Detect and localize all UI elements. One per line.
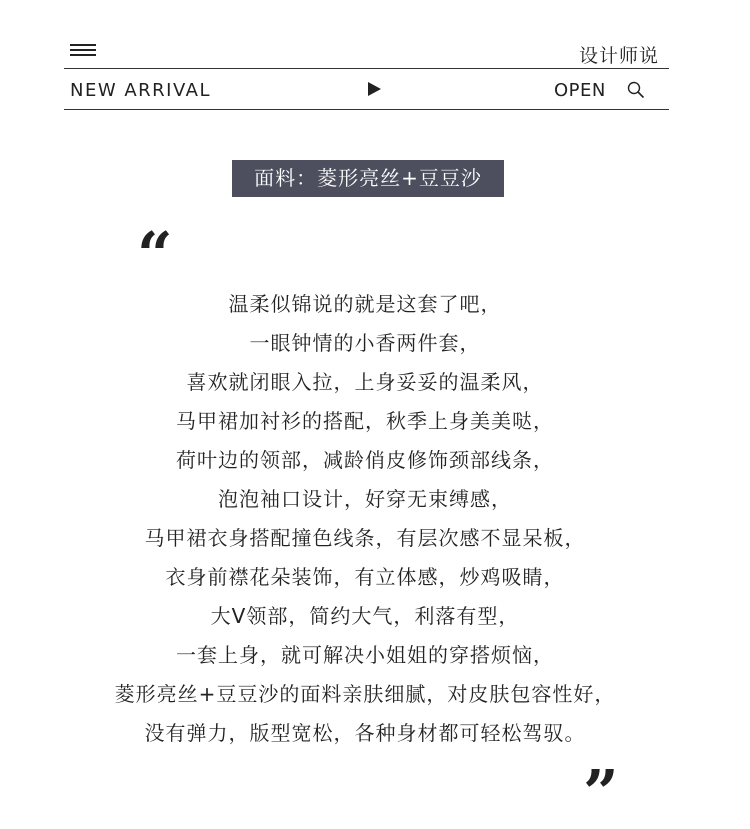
top-bar: [64, 36, 669, 69]
description-line: 菱形亮丝+豆豆沙的面料亲肤细腻，对皮肤包容性好，: [114, 682, 616, 706]
description-line: 泡泡袖口设计，好穿无束缚感，: [218, 487, 512, 511]
nav-bar: [64, 69, 669, 110]
search-icon[interactable]: [627, 81, 645, 99]
open-link[interactable]: OPEN: [554, 80, 606, 101]
description-line: 荷叶边的领部，减龄俏皮修饰颈部线条，: [176, 448, 554, 472]
description-line: 马甲裙衣身搭配撞色线条，有层次感不显呆板，: [144, 526, 586, 550]
description-line: 一套上身，就可解决小姐姐的穿搭烦恼，: [176, 643, 554, 667]
designer-description: [0, 285, 730, 753]
play-icon[interactable]: [368, 82, 381, 96]
open-quote-mark: “: [137, 218, 173, 291]
description-line: 衣身前襟花朵装饰，有立体感，炒鸡吸睛，: [165, 565, 565, 589]
description-line: 大V领部，简约大气，利落有型，: [210, 604, 520, 628]
description-line: 马甲裙加衬衫的搭配，秋季上身美美哒，: [176, 409, 554, 433]
page-title: 设计师说: [578, 45, 659, 67]
description-line: 没有弹力，版型宽松，各种身材都可轻松驾驭。: [144, 721, 586, 745]
description-line: 温柔似锦说的就是这套了吧，: [228, 292, 502, 316]
description-line: 喜欢就闭眼入拉，上身妥妥的温柔风，: [186, 370, 544, 394]
hamburger-menu-icon[interactable]: [70, 44, 96, 58]
new-arrival-label: NEW ARRIVAL: [70, 80, 211, 101]
fabric-banner: 面料：菱形亮丝+豆豆沙: [232, 160, 504, 197]
description-line: 一眼钟情的小香两件套，: [249, 331, 481, 355]
close-quote-mark: ”: [583, 756, 619, 829]
